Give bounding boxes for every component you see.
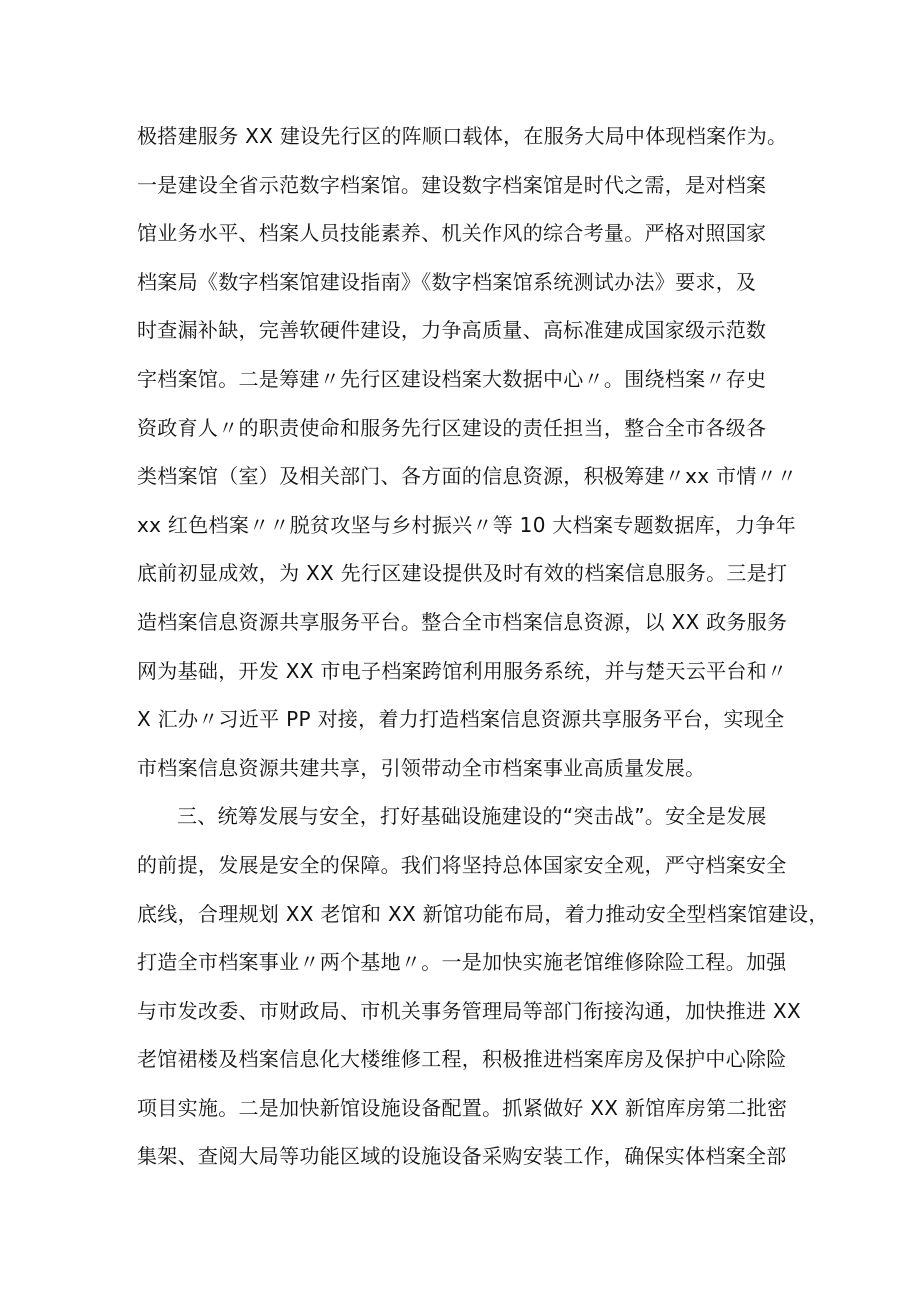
text-line: 底前初显成效，为 XX 先行区建设提供及时有效的档案信息服务。三是打 bbox=[137, 561, 788, 586]
text-line: 造档案信息资源共享服务平台。整合全市档案信息资源，以 XX 政务服务 bbox=[137, 609, 788, 634]
text-line: 馆业务水平、档案人员技能素养、机关作风的综合考量。严格对照国家 bbox=[137, 221, 767, 246]
text-line: 资政育人〃的职责使命和服务先行区建设的责任担当，整合全市各级各 bbox=[137, 415, 767, 440]
text-line: 老馆裙楼及档案信息化大楼维修工程，积极推进档案库房及保护中心除险 bbox=[137, 1047, 787, 1072]
text-line: 市档案信息资源共建共享，引领带动全市档案事业高质量发展。 bbox=[137, 755, 706, 780]
text-line: 打造全市档案事业〃两个基地〃。一是加快实施老馆维修除险工程。加强 bbox=[137, 950, 787, 975]
text-line: 底线，合理规划 XX 老馆和 XX 新馆功能布局，着力推动安全型档案馆建设， bbox=[137, 901, 829, 926]
text-line: 字档案馆。二是筹建〃先行区建设档案大数据中心〃。围绕档案〃存史 bbox=[137, 366, 767, 391]
text-line: 一是建设全省示范数字档案馆。建设数字档案馆是时代之需，是对档案 bbox=[137, 172, 767, 197]
text-line: 类档案馆（室）及相关部门、各方面的信息资源，积极筹建〃xx 市情〃〃 bbox=[137, 464, 798, 489]
text-line: X 汇办〃习近平 PP 对接，着力打造档案信息资源共享服务平台，实现全 bbox=[137, 707, 785, 732]
text-line: 项目实施。二是加快新馆设施设备配置。抓紧做好 XX 新馆库房第二批密 bbox=[137, 1095, 788, 1120]
text-line: 档案局《数字档案馆建设指南》《数字档案馆系统测试办法》要求，及 bbox=[137, 269, 757, 294]
section-heading-line: 三、统筹发展与安全，打好基础设施建设的“突击战”。安全是发展 bbox=[177, 804, 767, 829]
text-line: xx 红色档案〃〃脱贫攻坚与乡村振兴〃等 10 大档案专题数据库，力争年 bbox=[137, 512, 796, 537]
text-line: 与市发改委、市财政局、市机关事务管理局等部门衔接沟通，加快推进 XX bbox=[137, 998, 801, 1023]
text-line: 的前提，发展是安全的保障。我们将坚持总体国家安全观，严守档案安全 bbox=[137, 852, 787, 877]
text-line: 极搭建服务 XX 建设先行区的阵顺口载体，在服务大局中体现档案作为。 bbox=[137, 124, 788, 148]
body-text bbox=[137, 112, 829, 1181]
text-line: 集架、查阅大局等功能区域的设施设备采购安装工作，确保实体档案全部 bbox=[137, 1144, 787, 1169]
text-line: 时查漏补缺，完善软硬件建设，力争高质量、高标准建成国家级示范数 bbox=[137, 318, 767, 343]
text-line: 网为基础，开发 XX 市电子档案跨馆利用服务系统，并与楚天云平台和〃 bbox=[137, 658, 788, 683]
